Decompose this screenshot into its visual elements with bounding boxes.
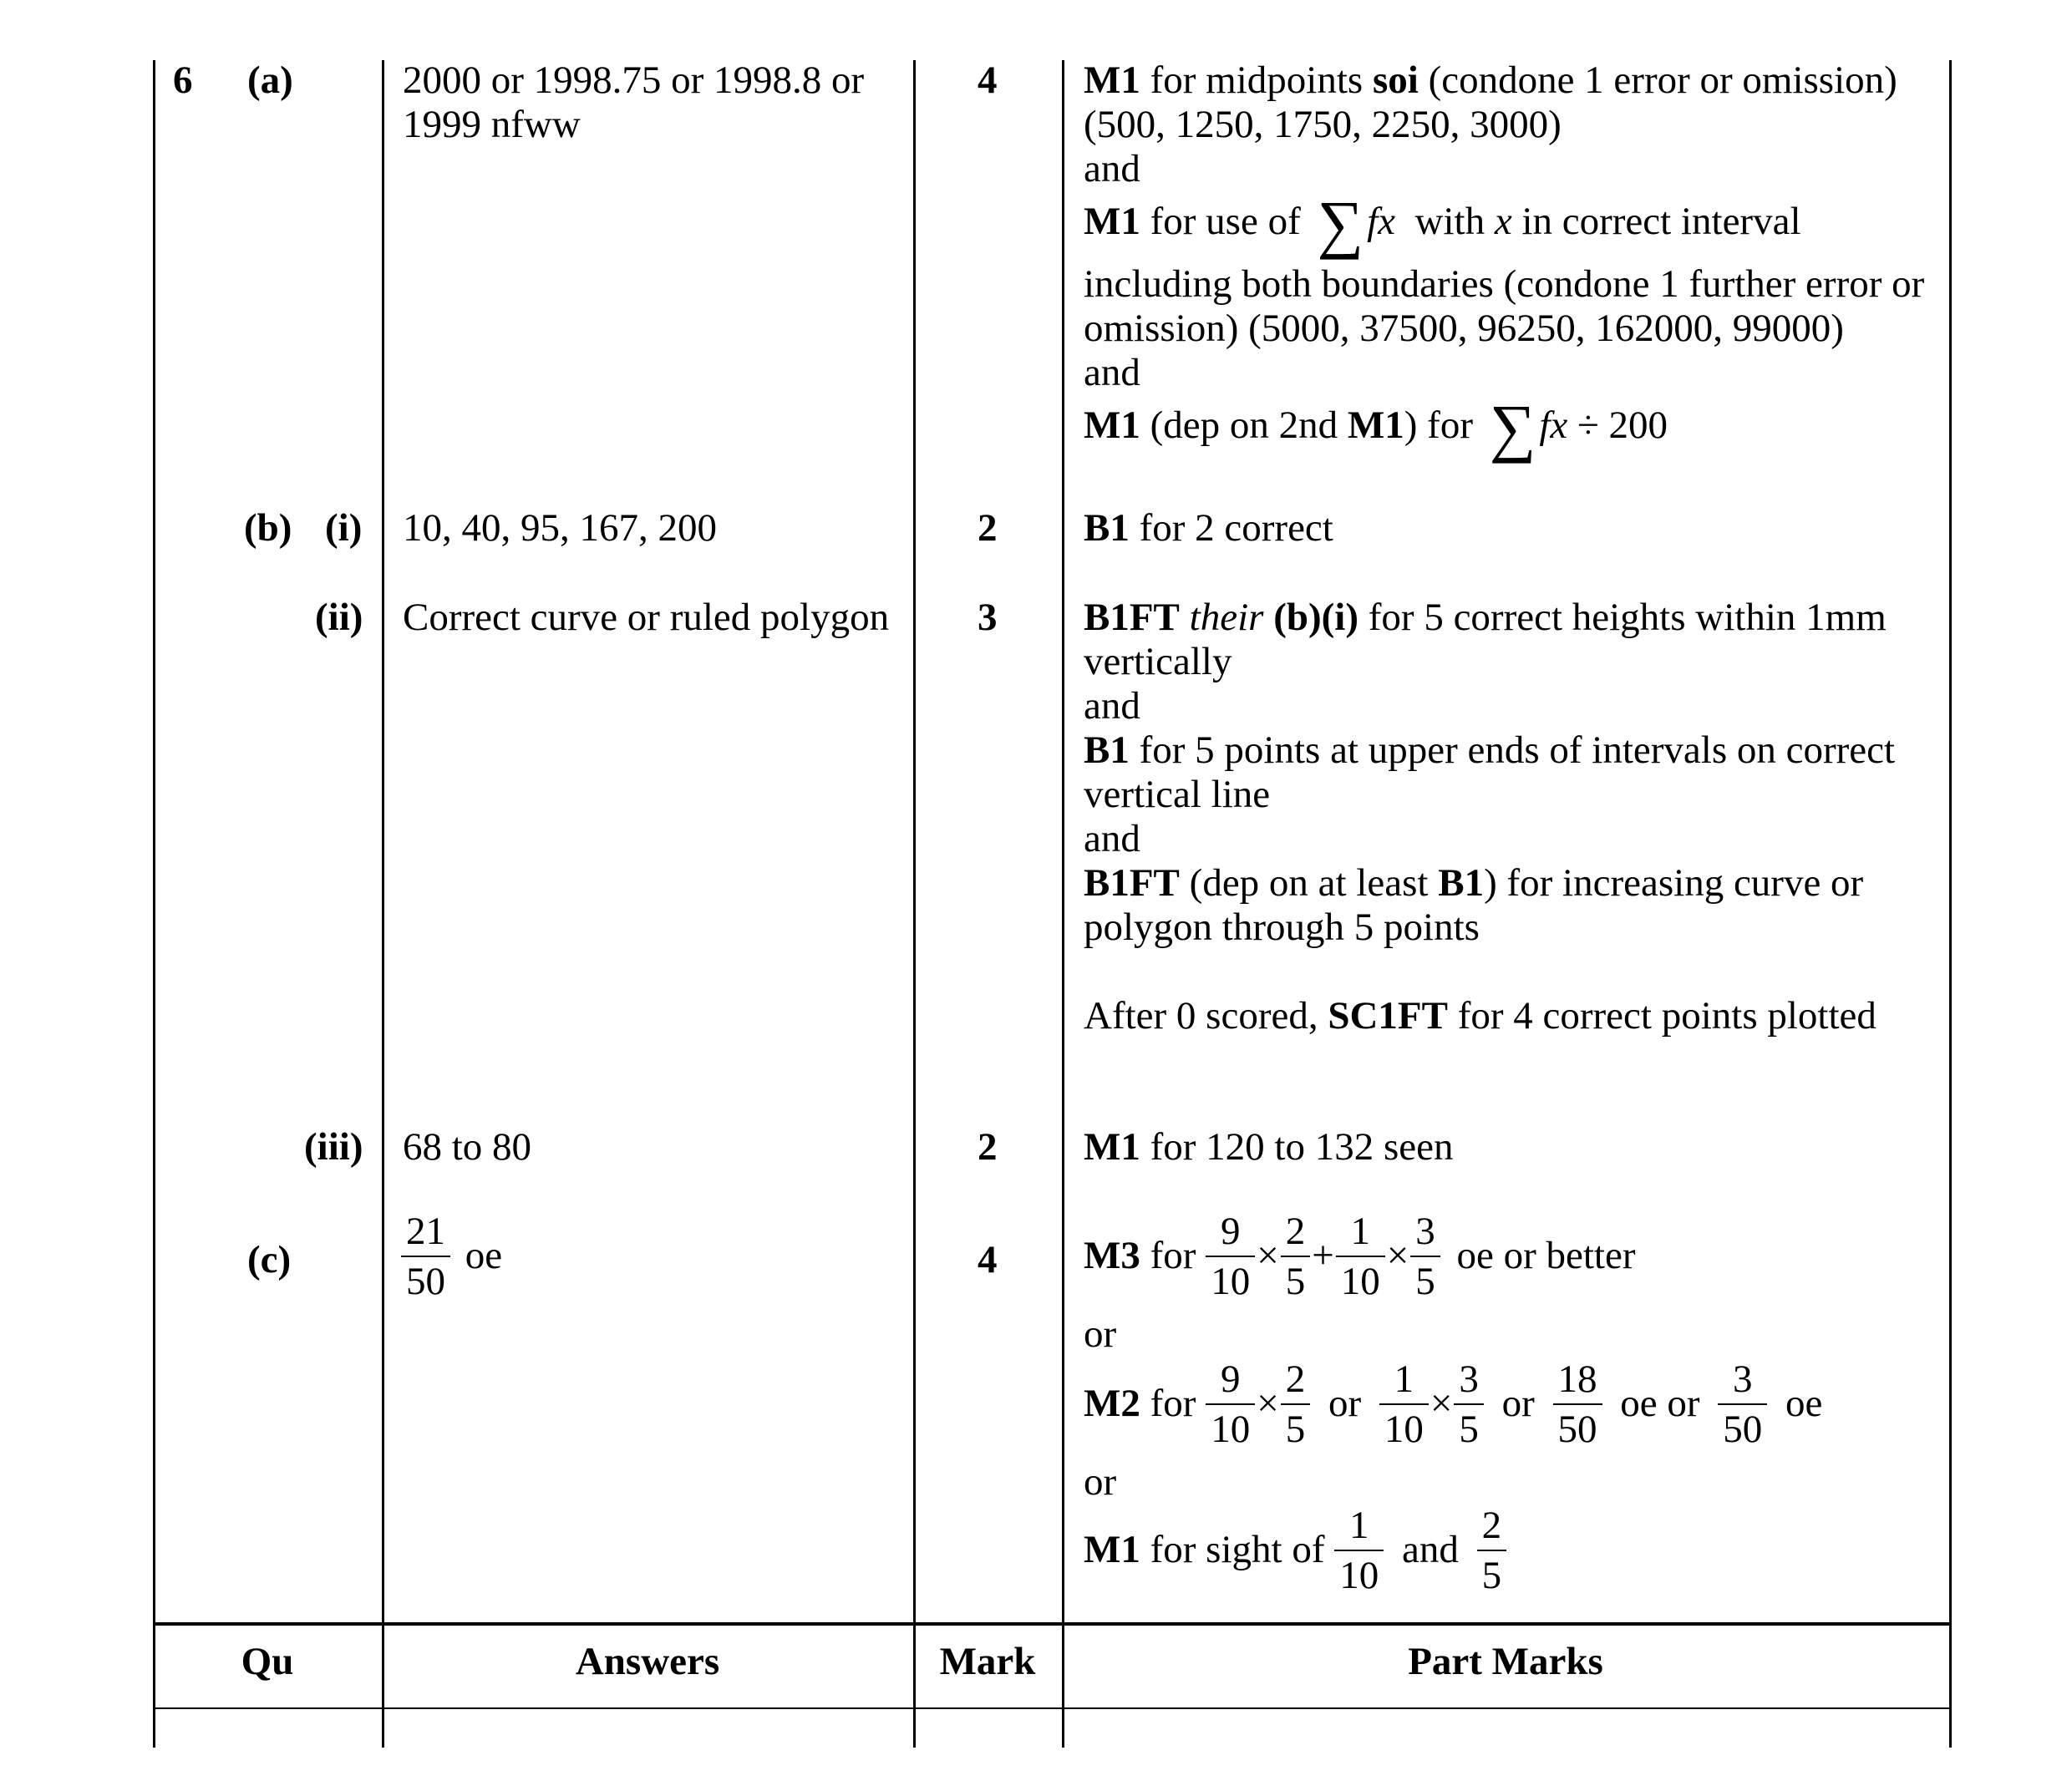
part-c-m1-line: M1 for sight of $\frac{1}{10}$ and $\frac{2}{5}$ xyxy=(1084,1504,1506,1602)
part-a-answer: 2000 or 1998.75 or 1998.8 or 1999 nfww xyxy=(403,58,865,146)
table-border-left xyxy=(153,60,155,1748)
part-b-i-label: (i) xyxy=(325,506,363,550)
answer-fraction: $\frac{21}{50}$ xyxy=(401,1207,450,1306)
part-c-or-2: or xyxy=(1084,1460,1117,1504)
question-number: 6 xyxy=(173,58,193,102)
part-b-i-mark: 2 xyxy=(978,506,998,550)
part-b-label: (b) xyxy=(244,506,292,550)
part-b-ii-answer: Correct curve or ruled polygon xyxy=(403,596,890,639)
part-b-ii-label: (ii) xyxy=(315,596,363,639)
column-divider-question xyxy=(382,60,384,1748)
summation-symbol: ∑ xyxy=(1317,187,1364,260)
part-b-ii-mark: 3 xyxy=(978,596,998,639)
part-a-part-marks: M1 for midpoints soi (condone 1 error or omission) (500, 1250, 1750, 2250, 3000) and M1 for use of ∑fx with x in correct interval including both boundaries (condone 1 further error or omission) (5000, 37500, 96250, 162000, 99000) and M1 (dep on 2nd M1) for ∑fx ÷ 200 xyxy=(1084,58,1925,464)
part-c-m3-line: M3 for $\frac{9}{10}$ × $\frac{2}{5}$ + $\frac{1}{10}$ × $\frac{3}{5}$ oe or better xyxy=(1084,1210,1636,1308)
part-c-answer: $\frac{21}{50}$ oe xyxy=(401,1210,502,1308)
footer-bottom-rule xyxy=(153,1707,1952,1709)
part-b-i-answer: 10, 40, 95, 167, 200 xyxy=(403,506,717,550)
footer-part-marks-header: Part Marks xyxy=(1408,1640,1603,1683)
footer-mark-header: Mark xyxy=(939,1640,1036,1683)
column-divider-answers xyxy=(913,60,916,1748)
footer-top-rule xyxy=(153,1622,1952,1626)
part-c-or-1: or xyxy=(1084,1312,1117,1356)
part-b-iii-mark: 2 xyxy=(978,1125,998,1169)
footer-qu-header: Qu xyxy=(241,1640,294,1683)
part-b-iii-answer: 68 to 80 xyxy=(403,1125,532,1169)
part-a-mark: 4 xyxy=(978,58,998,102)
footer-answers-header: Answers xyxy=(575,1640,720,1683)
part-b-ii-part-marks: B1FT their (b)(i) for 5 correct heights within 1mm vertically and B1 for 5 points at upper ends of intervals on correct vertical line and B1FT (dep on at least B1) for increasing curve or polygon through 5 points After 0 scored, SC1FT for 4 correct points plotted xyxy=(1084,596,1896,1038)
part-b-iii-part-marks: M1 for 120 to 132 seen xyxy=(1084,1125,1454,1169)
table-border-right xyxy=(1949,60,1952,1748)
part-b-iii-label: (iii) xyxy=(304,1125,363,1169)
part-c-mark: 4 xyxy=(978,1238,998,1281)
part-a-label: (a) xyxy=(247,58,293,102)
column-divider-mark xyxy=(1062,60,1064,1748)
summation-symbol: ∑ xyxy=(1489,391,1536,464)
part-c-m2-line: M2 for $\frac{9}{10}$ × $\frac{2}{5}$ or $\frac{1}{10}$ × $\frac{3}{5}$ or $\frac{18}{50}$ oe or $\frac{3}{50}$ oe xyxy=(1084,1357,1822,1456)
part-c-label: (c) xyxy=(247,1238,292,1281)
part-b-i-part-marks: B1 for 2 correct xyxy=(1084,506,1333,550)
